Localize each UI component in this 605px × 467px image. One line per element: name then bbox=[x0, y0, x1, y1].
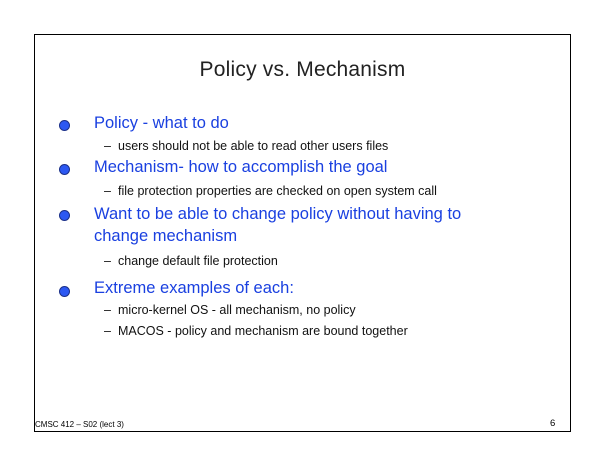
dash-icon: – bbox=[104, 303, 111, 317]
slide-footer: CMSC 412 – S02 (lect 3) bbox=[35, 420, 124, 429]
sub-bullet-text: change default file protection bbox=[118, 254, 278, 268]
sub-bullet-micro-kernel bbox=[104, 302, 356, 318]
bullet-policy: Policy - what to do bbox=[94, 114, 229, 132]
bullet-dot-icon bbox=[59, 210, 70, 221]
sub-bullet-text: users should not be able to read other users files bbox=[118, 139, 389, 153]
dash-icon: – bbox=[104, 254, 111, 268]
dash-icon: – bbox=[104, 184, 111, 198]
dash-icon: – bbox=[104, 139, 111, 153]
sub-bullet-text: micro-kernel OS - all mechanism, no policy bbox=[118, 303, 356, 317]
sub-bullet-mechanism bbox=[104, 183, 437, 199]
bullet-change-policy bbox=[94, 203, 461, 247]
bullet-line: change mechanism bbox=[94, 227, 238, 245]
bullet-dot-icon bbox=[59, 120, 70, 131]
sub-bullet-text: file protection properties are checked on open system call bbox=[118, 184, 437, 198]
bullet-mechanism: Mechanism- how to accomplish the goal bbox=[94, 158, 388, 176]
bullet-line: Want to be able to change policy without having to bbox=[94, 205, 462, 223]
bullet-dot-icon bbox=[59, 164, 70, 175]
slide-title: Policy vs. Mechanism bbox=[199, 58, 406, 81]
bullet-dot-icon bbox=[59, 286, 70, 297]
bullet-extreme-examples: Extreme examples of each: bbox=[94, 279, 294, 297]
sub-bullet-change-policy bbox=[104, 253, 278, 269]
sub-bullet-macos bbox=[104, 323, 408, 339]
page-number: 6 bbox=[550, 418, 556, 429]
dash-icon: – bbox=[104, 324, 111, 338]
sub-bullet-text: MACOS - policy and mechanism are bound together bbox=[118, 324, 408, 338]
sub-bullet-policy bbox=[104, 138, 388, 154]
